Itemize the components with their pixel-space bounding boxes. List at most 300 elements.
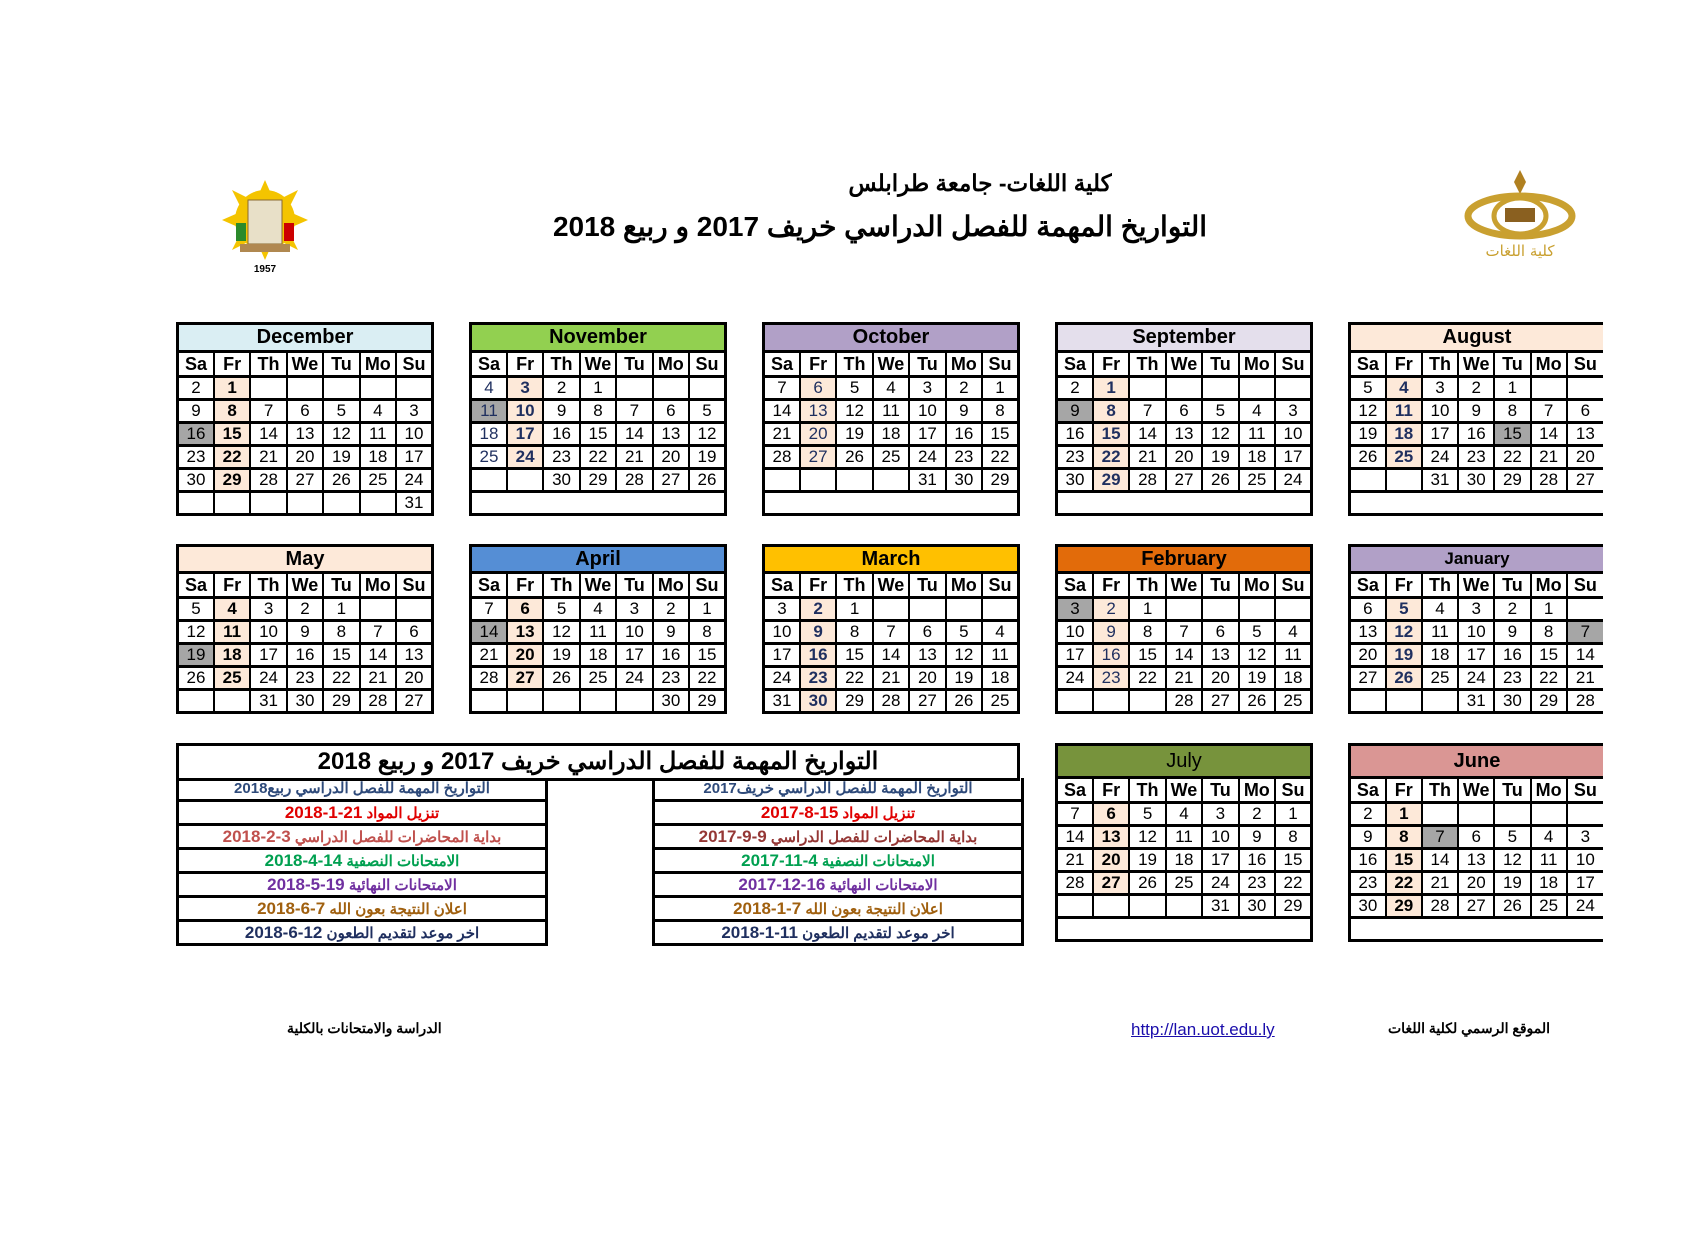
day-cell[interactable]: 14	[1567, 644, 1603, 667]
day-cell[interactable]: 31	[1422, 469, 1458, 492]
day-cell[interactable]: 31	[909, 469, 945, 492]
day-cell[interactable]: 27	[1458, 895, 1494, 918]
day-cell[interactable]: 5	[323, 400, 359, 423]
day-cell[interactable]: 20	[287, 446, 323, 469]
day-cell[interactable]: 22	[1386, 872, 1422, 895]
day-cell[interactable]: 9	[1239, 826, 1275, 849]
day-cell[interactable]: 9	[287, 621, 323, 644]
day-cell[interactable]: 12	[1386, 621, 1422, 644]
day-cell[interactable]: 2	[1239, 803, 1275, 826]
day-cell[interactable]: 1	[1386, 803, 1422, 826]
day-cell[interactable]: 8	[1386, 826, 1422, 849]
day-cell[interactable]: 24	[507, 446, 543, 469]
day-cell[interactable]: 5	[1202, 400, 1238, 423]
day-cell[interactable]: 4	[1166, 803, 1202, 826]
day-cell[interactable]: 12	[1350, 400, 1386, 423]
day-cell[interactable]: 6	[1567, 400, 1603, 423]
day-cell[interactable]: 21	[1422, 872, 1458, 895]
day-cell[interactable]: 26	[178, 667, 214, 690]
day-cell[interactable]: 9	[178, 400, 214, 423]
day-cell[interactable]: 21	[1567, 667, 1603, 690]
day-cell[interactable]: 18	[1239, 446, 1275, 469]
day-cell[interactable]: 2	[287, 598, 323, 621]
day-cell[interactable]: 1	[1531, 598, 1567, 621]
day-cell[interactable]: 25	[360, 469, 396, 492]
day-cell[interactable]: 29	[214, 469, 250, 492]
day-cell[interactable]: 23	[1494, 667, 1530, 690]
day-cell[interactable]: 6	[653, 400, 689, 423]
day-cell[interactable]: 5	[836, 377, 872, 400]
day-cell[interactable]: 26	[1386, 667, 1422, 690]
day-cell[interactable]: 4	[214, 598, 250, 621]
day-cell[interactable]: 12	[1494, 849, 1530, 872]
day-cell[interactable]: 25	[1239, 469, 1275, 492]
day-cell[interactable]: 23	[653, 667, 689, 690]
day-cell[interactable]: 20	[1350, 644, 1386, 667]
day-cell[interactable]: 30	[653, 690, 689, 713]
day-cell[interactable]: 26	[1494, 895, 1530, 918]
day-cell[interactable]: 11	[360, 423, 396, 446]
day-cell[interactable]: 4	[982, 621, 1018, 644]
day-cell[interactable]: 4	[580, 598, 616, 621]
day-cell[interactable]: 16	[178, 423, 214, 446]
day-cell[interactable]: 21	[1129, 446, 1165, 469]
day-cell[interactable]: 31	[1202, 895, 1238, 918]
day-cell[interactable]: 24	[396, 469, 432, 492]
day-cell[interactable]: 10	[250, 621, 286, 644]
day-cell[interactable]: 16	[1458, 423, 1494, 446]
day-cell[interactable]: 3	[764, 598, 800, 621]
day-cell[interactable]: 9	[543, 400, 579, 423]
day-cell[interactable]: 31	[764, 690, 800, 713]
day-cell[interactable]: 11	[580, 621, 616, 644]
day-cell[interactable]: 21	[764, 423, 800, 446]
day-cell[interactable]: 31	[1458, 690, 1494, 713]
day-cell[interactable]: 8	[214, 400, 250, 423]
day-cell[interactable]: 12	[323, 423, 359, 446]
day-cell[interactable]: 13	[1350, 621, 1386, 644]
day-cell[interactable]: 10	[1458, 621, 1494, 644]
day-cell[interactable]: 15	[836, 644, 872, 667]
day-cell[interactable]: 11	[471, 400, 507, 423]
day-cell[interactable]: 17	[1057, 644, 1093, 667]
day-cell[interactable]: 12	[543, 621, 579, 644]
day-cell[interactable]: 5	[1386, 598, 1422, 621]
day-cell[interactable]: 26	[1129, 872, 1165, 895]
day-cell[interactable]: 21	[471, 644, 507, 667]
day-cell[interactable]: 13	[1458, 849, 1494, 872]
day-cell[interactable]: 8	[1275, 826, 1311, 849]
day-cell[interactable]: 21	[360, 667, 396, 690]
day-cell[interactable]: 1	[689, 598, 725, 621]
day-cell[interactable]: 17	[1422, 423, 1458, 446]
day-cell[interactable]: 30	[178, 469, 214, 492]
day-cell[interactable]: 22	[214, 446, 250, 469]
day-cell[interactable]: 5	[178, 598, 214, 621]
day-cell[interactable]: 7	[1129, 400, 1165, 423]
day-cell[interactable]: 3	[1057, 598, 1093, 621]
day-cell[interactable]: 10	[1057, 621, 1093, 644]
day-cell[interactable]: 7	[471, 598, 507, 621]
day-cell[interactable]: 16	[287, 644, 323, 667]
day-cell[interactable]: 28	[1422, 895, 1458, 918]
day-cell[interactable]: 4	[1239, 400, 1275, 423]
day-cell[interactable]: 27	[396, 690, 432, 713]
day-cell[interactable]: 8	[1531, 621, 1567, 644]
day-cell[interactable]: 14	[1422, 849, 1458, 872]
day-cell[interactable]: 1	[580, 377, 616, 400]
day-cell[interactable]: 6	[1093, 803, 1129, 826]
day-cell[interactable]: 18	[1422, 644, 1458, 667]
day-cell[interactable]: 1	[982, 377, 1018, 400]
day-cell[interactable]: 16	[1239, 849, 1275, 872]
day-cell[interactable]: 5	[1129, 803, 1165, 826]
day-cell[interactable]: 19	[543, 644, 579, 667]
day-cell[interactable]: 30	[543, 469, 579, 492]
day-cell[interactable]: 24	[1567, 895, 1603, 918]
day-cell[interactable]: 23	[543, 446, 579, 469]
day-cell[interactable]: 15	[1386, 849, 1422, 872]
day-cell[interactable]: 23	[1093, 667, 1129, 690]
day-cell[interactable]: 24	[250, 667, 286, 690]
day-cell[interactable]: 27	[287, 469, 323, 492]
day-cell[interactable]: 16	[800, 644, 836, 667]
day-cell[interactable]: 18	[1275, 667, 1311, 690]
day-cell[interactable]: 2	[1057, 377, 1093, 400]
day-cell[interactable]: 14	[471, 621, 507, 644]
day-cell[interactable]: 6	[1350, 598, 1386, 621]
day-cell[interactable]: 29	[1531, 690, 1567, 713]
day-cell[interactable]: 27	[507, 667, 543, 690]
day-cell[interactable]: 19	[1494, 872, 1530, 895]
day-cell[interactable]: 14	[1057, 826, 1093, 849]
day-cell[interactable]: 31	[396, 492, 432, 515]
day-cell[interactable]: 16	[1093, 644, 1129, 667]
day-cell[interactable]: 17	[616, 644, 652, 667]
day-cell[interactable]: 13	[909, 644, 945, 667]
day-cell[interactable]: 4	[1422, 598, 1458, 621]
day-cell[interactable]: 12	[1202, 423, 1238, 446]
day-cell[interactable]: 29	[982, 469, 1018, 492]
day-cell[interactable]: 5	[1350, 377, 1386, 400]
day-cell[interactable]: 13	[396, 644, 432, 667]
day-cell[interactable]: 17	[764, 644, 800, 667]
day-cell[interactable]: 10	[396, 423, 432, 446]
day-cell[interactable]: 15	[1275, 849, 1311, 872]
day-cell[interactable]: 26	[1239, 690, 1275, 713]
day-cell[interactable]: 18	[1386, 423, 1422, 446]
day-cell[interactable]: 5	[543, 598, 579, 621]
day-cell[interactable]: 21	[1531, 446, 1567, 469]
day-cell[interactable]: 4	[360, 400, 396, 423]
day-cell[interactable]: 23	[1458, 446, 1494, 469]
day-cell[interactable]: 27	[653, 469, 689, 492]
day-cell[interactable]: 1	[214, 377, 250, 400]
day-cell[interactable]: 25	[1422, 667, 1458, 690]
day-cell[interactable]: 7	[250, 400, 286, 423]
day-cell[interactable]: 23	[1239, 872, 1275, 895]
day-cell[interactable]: 4	[1531, 826, 1567, 849]
day-cell[interactable]: 16	[1494, 644, 1530, 667]
day-cell[interactable]: 16	[1057, 423, 1093, 446]
day-cell[interactable]: 7	[1166, 621, 1202, 644]
day-cell[interactable]: 30	[946, 469, 982, 492]
day-cell[interactable]: 9	[800, 621, 836, 644]
day-cell[interactable]: 29	[1494, 469, 1530, 492]
day-cell[interactable]: 7	[360, 621, 396, 644]
day-cell[interactable]: 8	[1093, 400, 1129, 423]
day-cell[interactable]: 12	[689, 423, 725, 446]
day-cell[interactable]: 7	[1057, 803, 1093, 826]
day-cell[interactable]: 30	[287, 690, 323, 713]
day-cell[interactable]: 26	[1202, 469, 1238, 492]
day-cell[interactable]: 24	[764, 667, 800, 690]
day-cell[interactable]: 11	[214, 621, 250, 644]
day-cell[interactable]: 27	[1093, 872, 1129, 895]
day-cell[interactable]: 6	[1202, 621, 1238, 644]
day-cell[interactable]: 17	[507, 423, 543, 446]
day-cell[interactable]: 15	[323, 644, 359, 667]
day-cell[interactable]: 10	[616, 621, 652, 644]
day-cell[interactable]: 19	[1239, 667, 1275, 690]
day-cell[interactable]: 29	[1386, 895, 1422, 918]
day-cell[interactable]: 8	[580, 400, 616, 423]
day-cell[interactable]: 28	[1129, 469, 1165, 492]
day-cell[interactable]: 14	[1129, 423, 1165, 446]
day-cell[interactable]: 6	[287, 400, 323, 423]
day-cell[interactable]: 13	[800, 400, 836, 423]
day-cell[interactable]: 21	[873, 667, 909, 690]
day-cell[interactable]: 7	[1531, 400, 1567, 423]
day-cell[interactable]: 25	[1275, 690, 1311, 713]
day-cell[interactable]: 14	[616, 423, 652, 446]
day-cell[interactable]: 11	[1422, 621, 1458, 644]
day-cell[interactable]: 27	[1350, 667, 1386, 690]
day-cell[interactable]: 9	[1350, 826, 1386, 849]
day-cell[interactable]: 1	[1275, 803, 1311, 826]
day-cell[interactable]: 30	[1057, 469, 1093, 492]
day-cell[interactable]: 5	[689, 400, 725, 423]
day-cell[interactable]: 7	[873, 621, 909, 644]
day-cell[interactable]: 12	[1129, 826, 1165, 849]
day-cell[interactable]: 9	[1458, 400, 1494, 423]
day-cell[interactable]: 29	[689, 690, 725, 713]
day-cell[interactable]: 1	[323, 598, 359, 621]
day-cell[interactable]: 31	[250, 690, 286, 713]
day-cell[interactable]: 13	[287, 423, 323, 446]
day-cell[interactable]: 23	[800, 667, 836, 690]
day-cell[interactable]: 3	[396, 400, 432, 423]
day-cell[interactable]: 7	[616, 400, 652, 423]
day-cell[interactable]: 18	[471, 423, 507, 446]
day-cell[interactable]: 3	[1202, 803, 1238, 826]
day-cell[interactable]: 6	[1458, 826, 1494, 849]
day-cell[interactable]: 25	[471, 446, 507, 469]
day-cell[interactable]: 18	[214, 644, 250, 667]
day-cell[interactable]: 9	[653, 621, 689, 644]
day-cell[interactable]: 22	[580, 446, 616, 469]
day-cell[interactable]: 22	[982, 446, 1018, 469]
day-cell[interactable]: 10	[1567, 849, 1603, 872]
day-cell[interactable]: 11	[982, 644, 1018, 667]
day-cell[interactable]: 28	[1057, 872, 1093, 895]
day-cell[interactable]: 28	[1567, 690, 1603, 713]
day-cell[interactable]: 3	[1458, 598, 1494, 621]
day-cell[interactable]: 16	[1350, 849, 1386, 872]
day-cell[interactable]: 9	[1093, 621, 1129, 644]
day-cell[interactable]: 1	[836, 598, 872, 621]
day-cell[interactable]: 25	[1386, 446, 1422, 469]
day-cell[interactable]: 10	[1422, 400, 1458, 423]
day-cell[interactable]: 18	[1531, 872, 1567, 895]
day-cell[interactable]: 30	[1494, 690, 1530, 713]
day-cell[interactable]: 14	[1531, 423, 1567, 446]
day-cell[interactable]: 20	[909, 667, 945, 690]
day-cell[interactable]: 11	[1386, 400, 1422, 423]
day-cell[interactable]: 25	[214, 667, 250, 690]
day-cell[interactable]: 2	[653, 598, 689, 621]
day-cell[interactable]: 10	[1275, 423, 1311, 446]
day-cell[interactable]: 8	[982, 400, 1018, 423]
day-cell[interactable]: 18	[360, 446, 396, 469]
day-cell[interactable]: 25	[1166, 872, 1202, 895]
day-cell[interactable]: 22	[1275, 872, 1311, 895]
day-cell[interactable]: 30	[1350, 895, 1386, 918]
day-cell[interactable]: 5	[1239, 621, 1275, 644]
day-cell[interactable]: 9	[946, 400, 982, 423]
day-cell[interactable]: 20	[653, 446, 689, 469]
day-cell[interactable]: 3	[1422, 377, 1458, 400]
day-cell[interactable]: 17	[1202, 849, 1238, 872]
day-cell[interactable]: 2	[946, 377, 982, 400]
day-cell[interactable]: 4	[1386, 377, 1422, 400]
day-cell[interactable]: 22	[323, 667, 359, 690]
day-cell[interactable]: 14	[873, 644, 909, 667]
day-cell[interactable]: 20	[1166, 446, 1202, 469]
day-cell[interactable]: 18	[580, 644, 616, 667]
day-cell[interactable]: 2	[1093, 598, 1129, 621]
day-cell[interactable]: 23	[287, 667, 323, 690]
day-cell[interactable]: 18	[1166, 849, 1202, 872]
day-cell[interactable]: 15	[1129, 644, 1165, 667]
day-cell[interactable]: 10	[909, 400, 945, 423]
day-cell[interactable]: 24	[1202, 872, 1238, 895]
day-cell[interactable]: 27	[909, 690, 945, 713]
day-cell[interactable]: 30	[1239, 895, 1275, 918]
day-cell[interactable]: 11	[1166, 826, 1202, 849]
day-cell[interactable]: 6	[909, 621, 945, 644]
day-cell[interactable]: 10	[1202, 826, 1238, 849]
day-cell[interactable]: 10	[764, 621, 800, 644]
day-cell[interactable]: 21	[1057, 849, 1093, 872]
day-cell[interactable]: 6	[800, 377, 836, 400]
day-cell[interactable]: 15	[1093, 423, 1129, 446]
day-cell[interactable]: 19	[946, 667, 982, 690]
day-cell[interactable]: 5	[946, 621, 982, 644]
day-cell[interactable]: 18	[873, 423, 909, 446]
day-cell[interactable]: 9	[1494, 621, 1530, 644]
day-cell[interactable]: 14	[360, 644, 396, 667]
day-cell[interactable]: 21	[250, 446, 286, 469]
day-cell[interactable]: 28	[1166, 690, 1202, 713]
day-cell[interactable]: 12	[836, 400, 872, 423]
day-cell[interactable]: 1	[1494, 377, 1530, 400]
day-cell[interactable]: 13	[1567, 423, 1603, 446]
day-cell[interactable]: 16	[543, 423, 579, 446]
day-cell[interactable]: 16	[946, 423, 982, 446]
day-cell[interactable]: 8	[836, 621, 872, 644]
day-cell[interactable]: 8	[1129, 621, 1165, 644]
website-link[interactable]: http://lan.uot.edu.ly	[1131, 1020, 1275, 1039]
day-cell[interactable]: 17	[1458, 644, 1494, 667]
day-cell[interactable]: 26	[836, 446, 872, 469]
day-cell[interactable]: 1	[1129, 598, 1165, 621]
day-cell[interactable]: 24	[1458, 667, 1494, 690]
day-cell[interactable]: 1	[1093, 377, 1129, 400]
day-cell[interactable]: 29	[580, 469, 616, 492]
day-cell[interactable]: 8	[1494, 400, 1530, 423]
day-cell[interactable]: 29	[1275, 895, 1311, 918]
day-cell[interactable]: 20	[1093, 849, 1129, 872]
day-cell[interactable]: 7	[764, 377, 800, 400]
day-cell[interactable]: 13	[507, 621, 543, 644]
day-cell[interactable]: 13	[653, 423, 689, 446]
day-cell[interactable]: 22	[1093, 446, 1129, 469]
day-cell[interactable]: 23	[1350, 872, 1386, 895]
day-cell[interactable]: 13	[1202, 644, 1238, 667]
day-cell[interactable]: 5	[1494, 826, 1530, 849]
day-cell[interactable]: 24	[909, 446, 945, 469]
day-cell[interactable]: 19	[689, 446, 725, 469]
day-cell[interactable]: 29	[323, 690, 359, 713]
day-cell[interactable]: 20	[1567, 446, 1603, 469]
day-cell[interactable]: 14	[250, 423, 286, 446]
day-cell[interactable]: 20	[396, 667, 432, 690]
day-cell[interactable]: 30	[800, 690, 836, 713]
day-cell[interactable]: 28	[1531, 469, 1567, 492]
day-cell[interactable]: 15	[214, 423, 250, 446]
day-cell[interactable]: 4	[1275, 621, 1311, 644]
day-cell[interactable]: 12	[178, 621, 214, 644]
day-cell[interactable]: 2	[543, 377, 579, 400]
day-cell[interactable]: 26	[689, 469, 725, 492]
day-cell[interactable]: 7	[1422, 826, 1458, 849]
day-cell[interactable]: 21	[616, 446, 652, 469]
day-cell[interactable]: 25	[982, 690, 1018, 713]
day-cell[interactable]: 3	[1567, 826, 1603, 849]
day-cell[interactable]: 8	[323, 621, 359, 644]
day-cell[interactable]: 4	[471, 377, 507, 400]
day-cell[interactable]: 6	[1166, 400, 1202, 423]
day-cell[interactable]: 24	[616, 667, 652, 690]
day-cell[interactable]: 26	[1350, 446, 1386, 469]
day-cell[interactable]: 22	[689, 667, 725, 690]
day-cell[interactable]: 28	[616, 469, 652, 492]
day-cell[interactable]: 29	[1093, 469, 1129, 492]
day-cell[interactable]: 19	[836, 423, 872, 446]
day-cell[interactable]: 3	[909, 377, 945, 400]
day-cell[interactable]: 18	[982, 667, 1018, 690]
day-cell[interactable]: 3	[616, 598, 652, 621]
day-cell[interactable]: 28	[873, 690, 909, 713]
day-cell[interactable]: 21	[1166, 667, 1202, 690]
day-cell[interactable]: 2	[178, 377, 214, 400]
day-cell[interactable]: 9	[1057, 400, 1093, 423]
day-cell[interactable]: 8	[689, 621, 725, 644]
day-cell[interactable]: 27	[1202, 690, 1238, 713]
day-cell[interactable]: 26	[543, 667, 579, 690]
day-cell[interactable]: 10	[507, 400, 543, 423]
